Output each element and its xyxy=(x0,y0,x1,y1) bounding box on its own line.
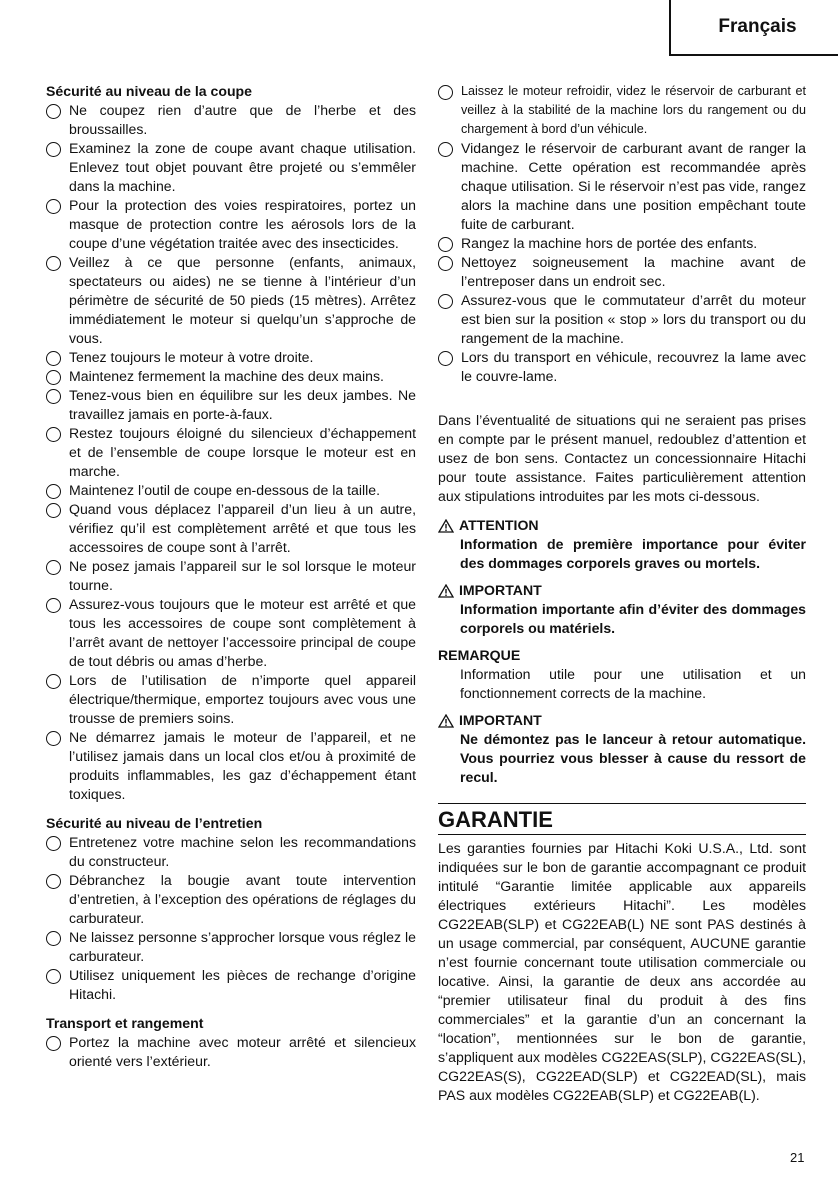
list-item: Ne coupez rien d’autre que de l’herbe et des broussailles. xyxy=(46,101,416,139)
transport-storage-list-continued xyxy=(438,82,806,386)
section-title-garantie: GARANTIE xyxy=(438,807,553,832)
list-item: Ne démarrez jamais le moteur de l’appareil, et ne l’utilisez jamais dans un local clos et/ou à proximité de produits inflammables, les gaz d’échappement étant toxiques. xyxy=(46,728,416,804)
list-item: Examinez la zone de coupe avant chaque utilisation. Enlevez tout objet pouvant être projeté ou s’emmêler dans la machine. xyxy=(46,139,416,196)
list-item: Pour la protection des voies respiratoires, portez un masque de protection contre les aérosols lors de la coupe d’une végétation traitée avec des insecticides. xyxy=(46,196,416,253)
list-item: Lors de l’utilisation de n’importe quel appareil électrique/thermique, emportez toujours avec vous une trousse de premiers soins. xyxy=(46,671,416,728)
signal-label: REMARQUE xyxy=(438,647,521,663)
section-title-maintenance-safety: Sécurité au niveau de l’entretien xyxy=(46,815,263,831)
list-item: Assurez-vous toujours que le moteur est arrêté et que tous les accessoires de coupe sont complètement à l’arrêt avant de nettoyer l’accessoire principal de coupe de tout débris ou amas d’herbe. xyxy=(46,595,416,671)
garantie-text: Les garanties fournies par Hitachi Koki U.S.A., Ltd. sont indiquées sur le bon de garantie accompagnant ce produit intitulé “Garantie limitée applicable aux appareils électriques extérieurs Hitachi”. Les modèles CG22EAB(SLP) et CG22EAB(L) NE sont PAS destinés à un usage commercial, par conséquent, AUCUNE garantie n’est fournie concernant toute utilisation commerciale ou locative. Ainsi, la garantie de deux ans accordée au “premier utilisateur final du produit à des fins commerciales” et la garantie d’un an concernant la “location”, mentionnées sur le bon de garantie, s’appliquent aux modèles CG22EAS(SLP), CG22EAS(SL), CG22EAS(S), CG22EAD(SLP) et CG22EAD(SL), mais PAS aux modèles CG22EAB(SLP) et CG22EAB(L). xyxy=(438,840,806,1103)
list-item: Restez toujours éloigné du silencieux d’échappement et de l’ensemble de coupe lorsque le moteur est en marche. xyxy=(46,424,416,481)
list-item: Ne laissez personne s’approcher lorsque vous réglez le carburateur. xyxy=(46,928,416,966)
list-item: Tenez toujours le moteur à votre droite. xyxy=(46,348,416,367)
list-item: Maintenez l’outil de coupe en-dessous de la taille. xyxy=(46,481,416,500)
warning-triangle-icon xyxy=(438,714,454,728)
maintenance-safety-list xyxy=(46,833,416,1004)
divider xyxy=(438,803,806,804)
cutting-safety-list xyxy=(46,101,416,804)
section-title-transport-storage: Transport et rangement xyxy=(46,1015,204,1031)
warning-triangle-icon xyxy=(438,519,454,533)
language-label: Français xyxy=(718,16,797,37)
list-item: Tenez-vous bien en équilibre sur les deux jambes. Ne travaillez jamais en porte-à-faux. xyxy=(46,386,416,424)
list-item: Utilisez uniquement les pièces de rechange d’origine Hitachi. xyxy=(46,966,416,1004)
list-item: Rangez la machine hors de portée des enfants. xyxy=(438,234,806,253)
list-item: Veillez à ce que personne (enfants, animaux, spectateurs ou aides) ne se tienne à l’intérieur d’un périmètre de sécurité de 50 pieds (15 mètres). Arrêtez immédiatement le moteur si quelqu’un s’approche de vous. xyxy=(46,253,416,348)
list-item: Lors du transport en véhicule, recouvrez la lame avec le couvre-lame. xyxy=(438,348,806,386)
signal-words-intro: Dans l’éventualité de situations qui ne seraient pas prises en compte par le présent manuel, redoublez d’attention et usez de bon sens. Contactez un concessionnaire Hitachi pour toute assistance. Faites particulièrement attention aux stipulations introduites par les mots ci-dessous. xyxy=(438,412,806,504)
list-item: Assurez-vous que le commutateur d’arrêt du moteur est bien sur la position « stop » lors du transport ou du rangement de la machine. xyxy=(438,291,806,348)
language-tab xyxy=(669,0,838,56)
divider xyxy=(438,834,806,835)
signal-attention xyxy=(438,516,806,573)
signal-text: Information de première importance pour éviter des dommages corporels graves ou mortels. xyxy=(460,536,806,571)
list-item: Laissez le moteur refroidir, videz le réservoir de carburant et veillez à la stabilité de la machine lors du rangement ou du chargement à bord d’un véhicule. xyxy=(438,82,806,139)
section-title-cutting-safety: Sécurité au niveau de la coupe xyxy=(46,83,252,99)
list-item: Entretenez votre machine selon les recommandations du constructeur. xyxy=(46,833,416,871)
list-item: Maintenez fermement la machine des deux mains. xyxy=(46,367,416,386)
signal-label: IMPORTANT xyxy=(459,582,542,598)
right-column xyxy=(438,82,806,1105)
signal-label: ATTENTION xyxy=(459,517,539,533)
signal-text: Information utile pour une utilisation et un fonctionnement corrects de la machine. xyxy=(460,666,806,701)
list-item: Débranchez la bougie avant toute intervention d’entretien, à l’exception des opérations de réglages du carburateur. xyxy=(46,871,416,928)
signal-text: Ne démontez pas le lanceur à retour automatique. Vous pourriez vous blesser à cause du ressort de recul. xyxy=(460,731,806,785)
signal-remarque xyxy=(438,646,806,703)
signal-text: Information importante afin d’éviter des dommages corporels ou matériels. xyxy=(460,601,806,636)
list-item: Quand vous déplacez l’appareil d’un lieu à un autre, vérifiez qu’il est complètement arrêté et que tous les accessoires de coupe sont à l’arrêt. xyxy=(46,500,416,557)
transport-storage-list xyxy=(46,1033,416,1071)
warning-triangle-icon xyxy=(438,584,454,598)
signal-important-2 xyxy=(438,711,806,787)
left-column xyxy=(46,82,416,1071)
list-item: Nettoyez soigneusement la machine avant de l’entreposer dans un endroit sec. xyxy=(438,253,806,291)
signal-important xyxy=(438,581,806,638)
signal-label: IMPORTANT xyxy=(459,712,542,728)
list-item: Portez la machine avec moteur arrêté et silencieux orienté vers l’extérieur. xyxy=(46,1033,416,1071)
list-item: Vidangez le réservoir de carburant avant de ranger la machine. Cette opération est recommandée après chaque utilisation. Si le réservoir n’est pas vide, rangez alors la machine dans une position empêchant toute fuite de carburant. xyxy=(438,139,806,234)
page-number: 21 xyxy=(790,1150,805,1165)
list-item: Ne posez jamais l’appareil sur le sol lorsque le moteur tourne. xyxy=(46,557,416,595)
